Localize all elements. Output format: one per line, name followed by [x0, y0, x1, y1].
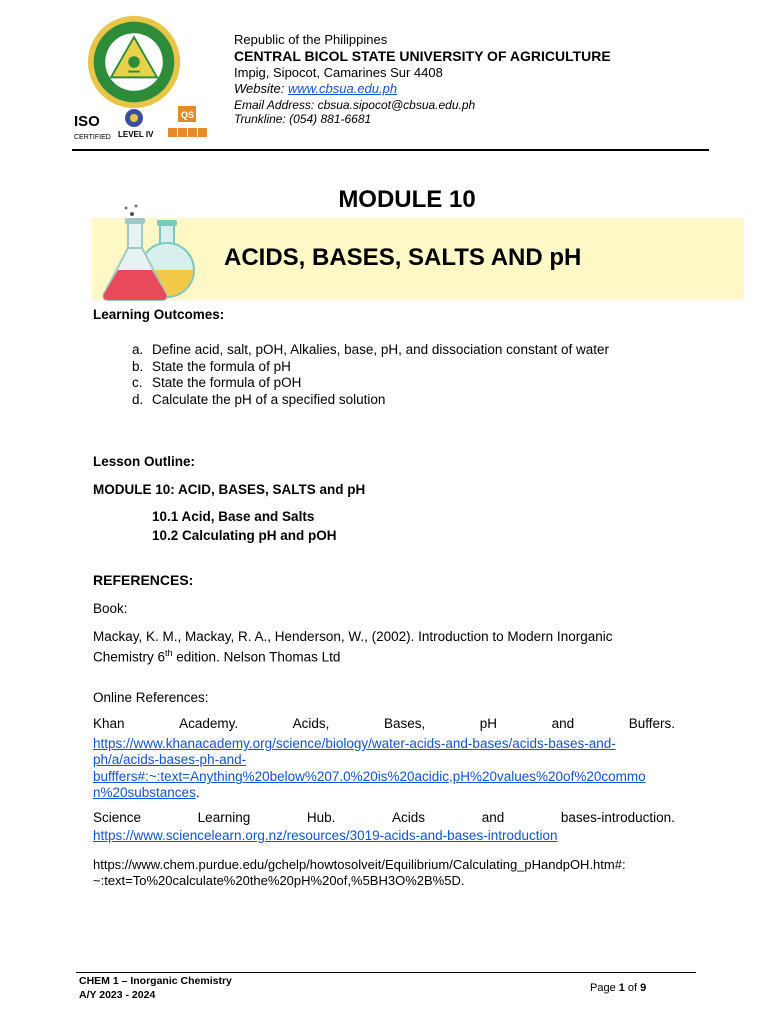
- list-item-label: a.: [132, 342, 144, 357]
- ref-word: Acids: [392, 810, 426, 825]
- module-number: MODULE 10: [338, 186, 476, 213]
- khan-reference-link[interactable]: n%20substances: [93, 785, 196, 800]
- page-label: Page: [590, 982, 619, 994]
- ref-word: Buffers.: [628, 716, 675, 731]
- footer-academic-year: A/Y 2023 - 2024: [79, 989, 156, 1001]
- page-total: 9: [640, 982, 647, 994]
- khan-reference-link-end: [93, 784, 200, 801]
- website-line: [234, 81, 397, 97]
- trunkline-line: Trunkline: (054) 881-6681: [234, 112, 372, 126]
- purdue-reference-line: https://www.chem.purdue.edu/gchelp/howtosolveit/Equilibrium/Calculating_pHandpOH.htm#:: [93, 857, 626, 872]
- university-seal-logo: [86, 14, 182, 110]
- book-ref-text: edition. Nelson Thomas Ltd: [172, 649, 341, 665]
- list-item: [132, 374, 301, 391]
- ref-word: Hub.: [306, 810, 336, 825]
- qs-stars-badge: [168, 106, 207, 137]
- svg-text:LEVEL IV: LEVEL IV: [118, 130, 154, 139]
- page-indicator: [590, 982, 646, 994]
- khan-reference-link[interactable]: bufffers#:~:text=Anything%20below%207.0%20is%20acidic,pH%20values%20of%20commo: [93, 769, 646, 784]
- iso-certified-badge: [74, 113, 111, 141]
- list-item-label: d.: [132, 392, 144, 407]
- list-item-text: Calculate the pH of a specified solution: [152, 392, 386, 407]
- ref-word: Bases,: [383, 716, 426, 731]
- list-item-text: State the formula of pOH: [152, 375, 302, 390]
- svg-text:CERTIFIED: CERTIFIED: [74, 134, 111, 141]
- khan-reference-link[interactable]: https://www.khanacademy.org/science/biology/water-acids-and-bases/acids-bases-and-: [93, 736, 616, 751]
- website-link[interactable]: www.cbsua.edu.ph: [287, 81, 398, 96]
- book-ref-text: Chemistry 6: [93, 649, 166, 665]
- outline-section: 10.2 Calculating pH and pOH: [152, 528, 337, 543]
- list-item-label: c.: [132, 375, 143, 390]
- references-heading: REFERENCES:: [93, 572, 194, 588]
- ref-word: Acids,: [292, 716, 330, 731]
- list-item: [132, 391, 385, 408]
- learning-outcomes-heading: Learning Outcomes:: [93, 307, 225, 322]
- outline-section: 10.1 Acid, Base and Salts: [152, 509, 315, 524]
- ref-word: and: [551, 716, 575, 731]
- ref-word: pH: [479, 716, 498, 731]
- module-outline-line: MODULE 10: ACID, BASES, SALTS and pH: [93, 482, 366, 497]
- university-name: CENTRAL BICOL STATE UNIVERSITY OF AGRICULTURE: [234, 48, 611, 64]
- khan-reference-link[interactable]: ph/a/acids-bases-ph-and-: [93, 752, 247, 767]
- khan-reference-title: [93, 716, 675, 731]
- university-address: Impig, Sipocot, Camarines Sur 4408: [234, 65, 443, 80]
- list-item-label: b.: [132, 359, 144, 374]
- book-reference-line: Mackay, K. M., Mackay, R. A., Henderson, W., (2002). Introduction to Modern Inorganic: [93, 629, 613, 644]
- footer-divider: [76, 972, 696, 973]
- science-hub-reference-title: [93, 810, 675, 825]
- lesson-outline-heading: Lesson Outline:: [93, 454, 196, 469]
- list-item-text: State the formula of pH: [152, 359, 291, 374]
- page-of: of: [624, 982, 641, 994]
- ref-word: and: [481, 810, 505, 825]
- book-label: Book:: [93, 601, 128, 616]
- ref-word: Science: [93, 810, 142, 825]
- website-label: Website:: [234, 81, 288, 96]
- accreditation-badges: [72, 106, 214, 144]
- online-references-label: Online References:: [93, 690, 209, 705]
- ref-word: Khan: [93, 716, 125, 731]
- science-hub-reference-link[interactable]: https://www.sciencelearn.org.nz/resources/3019-acids-and-bases-introduction: [93, 828, 558, 843]
- period: .: [195, 785, 200, 800]
- book-reference-line: [93, 645, 340, 666]
- list-item: [132, 341, 609, 358]
- email-line: Email Address: cbsua.sipocot@cbsua.edu.ph: [234, 98, 476, 112]
- list-item: [132, 358, 291, 375]
- page-current: 1: [618, 982, 625, 994]
- ref-word: Academy.: [179, 716, 239, 731]
- ref-word: bases-introduction.: [560, 810, 675, 825]
- header-divider: [72, 149, 709, 151]
- level-iv-badge: [118, 109, 154, 139]
- footer-course: CHEM 1 – Inorganic Chemistry: [79, 975, 232, 987]
- svg-text:QS: QS: [181, 110, 195, 120]
- module-title: ACIDS, BASES, SALTS AND pH: [224, 244, 582, 271]
- list-item-text: Define acid, salt, pOH, Alkalies, base, pH, and dissociation constant of water: [152, 342, 609, 357]
- ref-word: Learning: [197, 810, 251, 825]
- superscript: th: [165, 648, 173, 658]
- purdue-reference-line: ~:text=To%20calculate%20the%20pH%20of,%5BH3O%2B%5D.: [93, 873, 465, 888]
- svg-text:ISO: ISO: [74, 113, 100, 130]
- republic-line: Republic of the Philippines: [234, 32, 388, 47]
- chemistry-flasks-icon: [96, 204, 206, 304]
